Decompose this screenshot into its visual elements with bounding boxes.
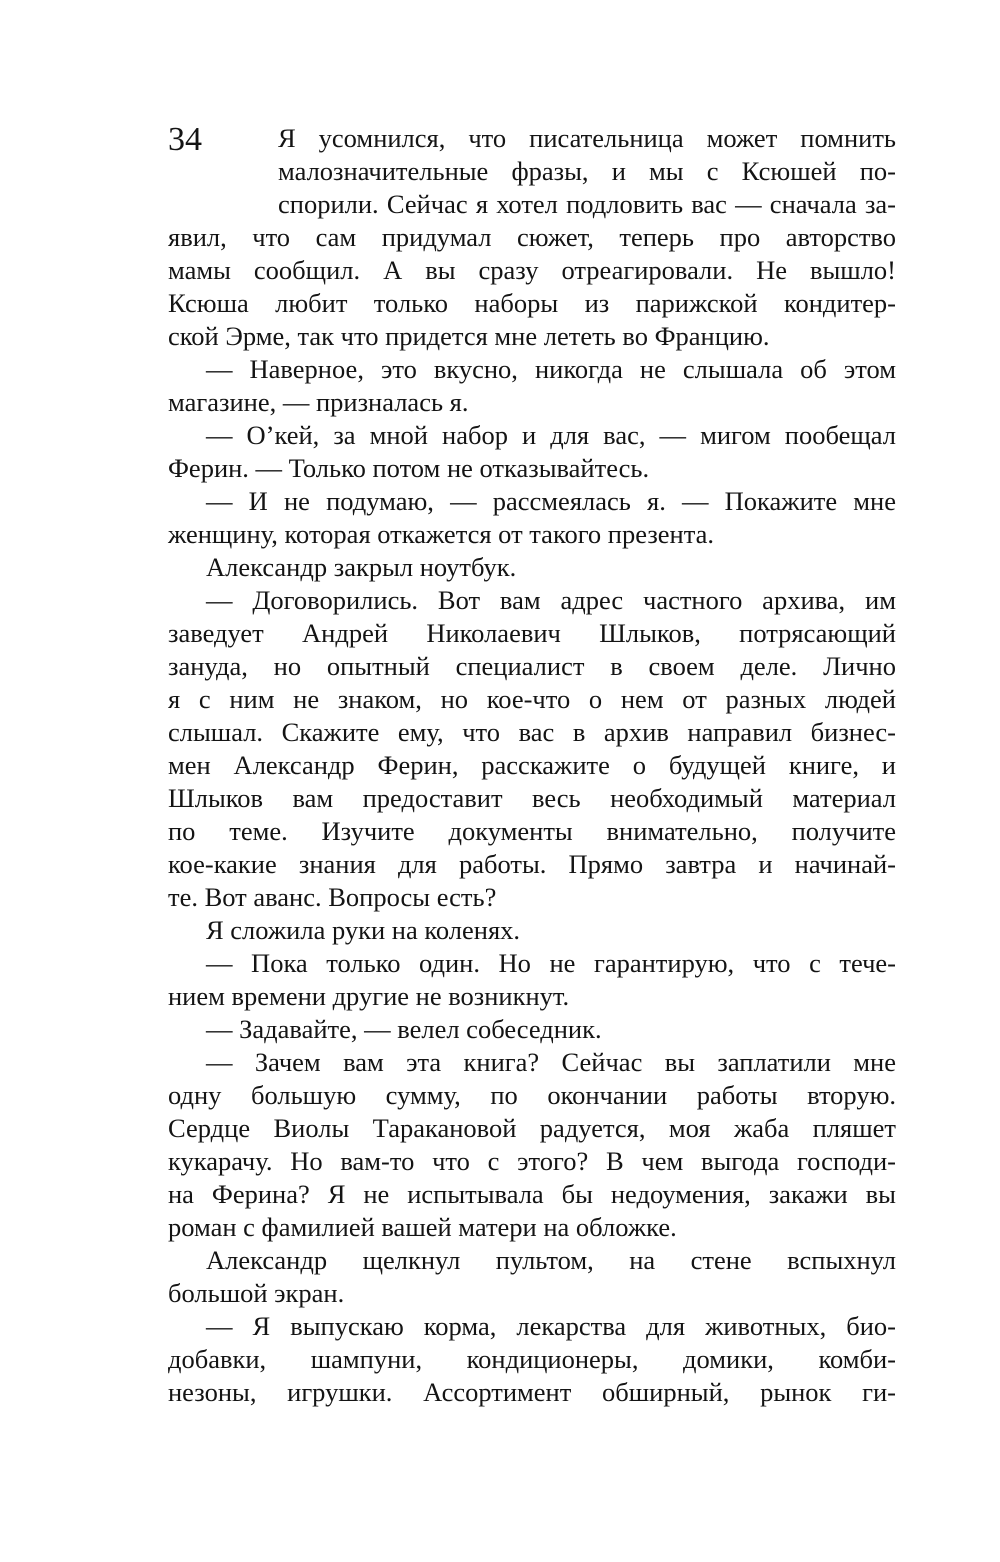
text-line: те. Вот аванс. Вопросы есть? — [168, 882, 497, 912]
text-line: — Я выпускаю корма, лекарства для животных, био- — [206, 1311, 896, 1341]
text-line: Я усомнился, что писательница может помнить — [278, 123, 896, 153]
text-line: — О’кей, за мной набор и для вас, — мигом пообещал — [206, 420, 896, 450]
text-line: магазине, — призналась я. — [168, 387, 469, 417]
text-block — [168, 122, 896, 1409]
text-line: кое-какие знания для работы. Прямо завтра и начинай- — [168, 849, 896, 879]
text-line: мен Александр Ферин, расскажите о будущей книге, и — [168, 750, 896, 780]
text-line: — Пока только один. Но не гарантирую, что с тече- — [206, 948, 896, 978]
text-line: я с ним не знаком, но кое-что о нем от разных людей — [168, 684, 896, 714]
text-line: кукарачу. Но вам-то что с этого? В чем выгода господи- — [168, 1146, 896, 1176]
text-line: нием времени другие не возникнут. — [168, 981, 570, 1011]
paragraphs-container — [168, 122, 896, 1409]
text-line: Я сложила руки на коленях. — [206, 915, 521, 945]
text-line: — Договорились. Вот вам адрес частного архива, им — [206, 585, 896, 615]
text-line: малозначительные фразы, и мы с Ксюшей по- — [278, 156, 896, 186]
text-line: ской Эрме, так что придется мне лететь во Францию. — [168, 321, 770, 351]
text-line: Сердце Виолы Таракановой радуется, моя жаба пляшет — [168, 1113, 896, 1143]
text-line: добавки, шампуни, кондиционеры, домики, комби- — [168, 1344, 896, 1374]
text-line: Александр щелкнул пультом, на стене вспыхнул — [206, 1245, 896, 1275]
text-line: — И не подумаю, — рассмеялась я. — Покажите мне — [206, 486, 896, 516]
text-line: — Задавайте, — велел собеседник. — [206, 1014, 602, 1044]
text-line: одну большую сумму, по окончании работы вторую. — [168, 1080, 896, 1110]
text-line: явил, что сам придумал сюжет, теперь про авторство — [168, 222, 896, 252]
text-line: спорили. Сейчас я хотел подловить вас — сначала за- — [278, 189, 896, 219]
text-line: Шлыков вам предоставит весь необходимый материал — [168, 783, 896, 813]
text-line: Александр закрыл ноутбук. — [206, 552, 517, 582]
text-line: Ферин. — Только потом не отказывайтесь. — [168, 453, 650, 483]
text-line: — Зачем вам эта книга? Сейчас вы заплатили мне — [206, 1047, 896, 1077]
text-line: большой экран. — [168, 1278, 345, 1308]
text-line: незоны, игрушки. Ассортимент обширный, рынок ги- — [168, 1377, 896, 1407]
text-line: женщину, которая откажется от такого презента. — [168, 519, 715, 549]
text-line: роман с фамилией вашей матери на обложке. — [168, 1212, 677, 1242]
text-line: — Наверное, это вкусно, никогда не слышала об этом — [206, 354, 896, 384]
text-line: мамы сообщил. А вы сразу отреагировали. Не вышло! — [168, 255, 896, 285]
text-line: Ксюша любит только наборы из парижской кондитер- — [168, 288, 896, 318]
text-line: зануда, но опытный специалист в своем деле. Лично — [168, 651, 896, 681]
text-line: на Ферина? Я не испытывала бы недоумения, закажи вы — [168, 1179, 896, 1209]
page-number: 34 — [168, 121, 202, 158]
text-line: заведует Андрей Николаевич Шлыков, потрясающий — [168, 618, 896, 648]
text-line: слышал. Скажите ему, что вас в архив направил бизнес- — [168, 717, 896, 747]
text-line: по теме. Изучите документы внимательно, получите — [168, 816, 896, 846]
